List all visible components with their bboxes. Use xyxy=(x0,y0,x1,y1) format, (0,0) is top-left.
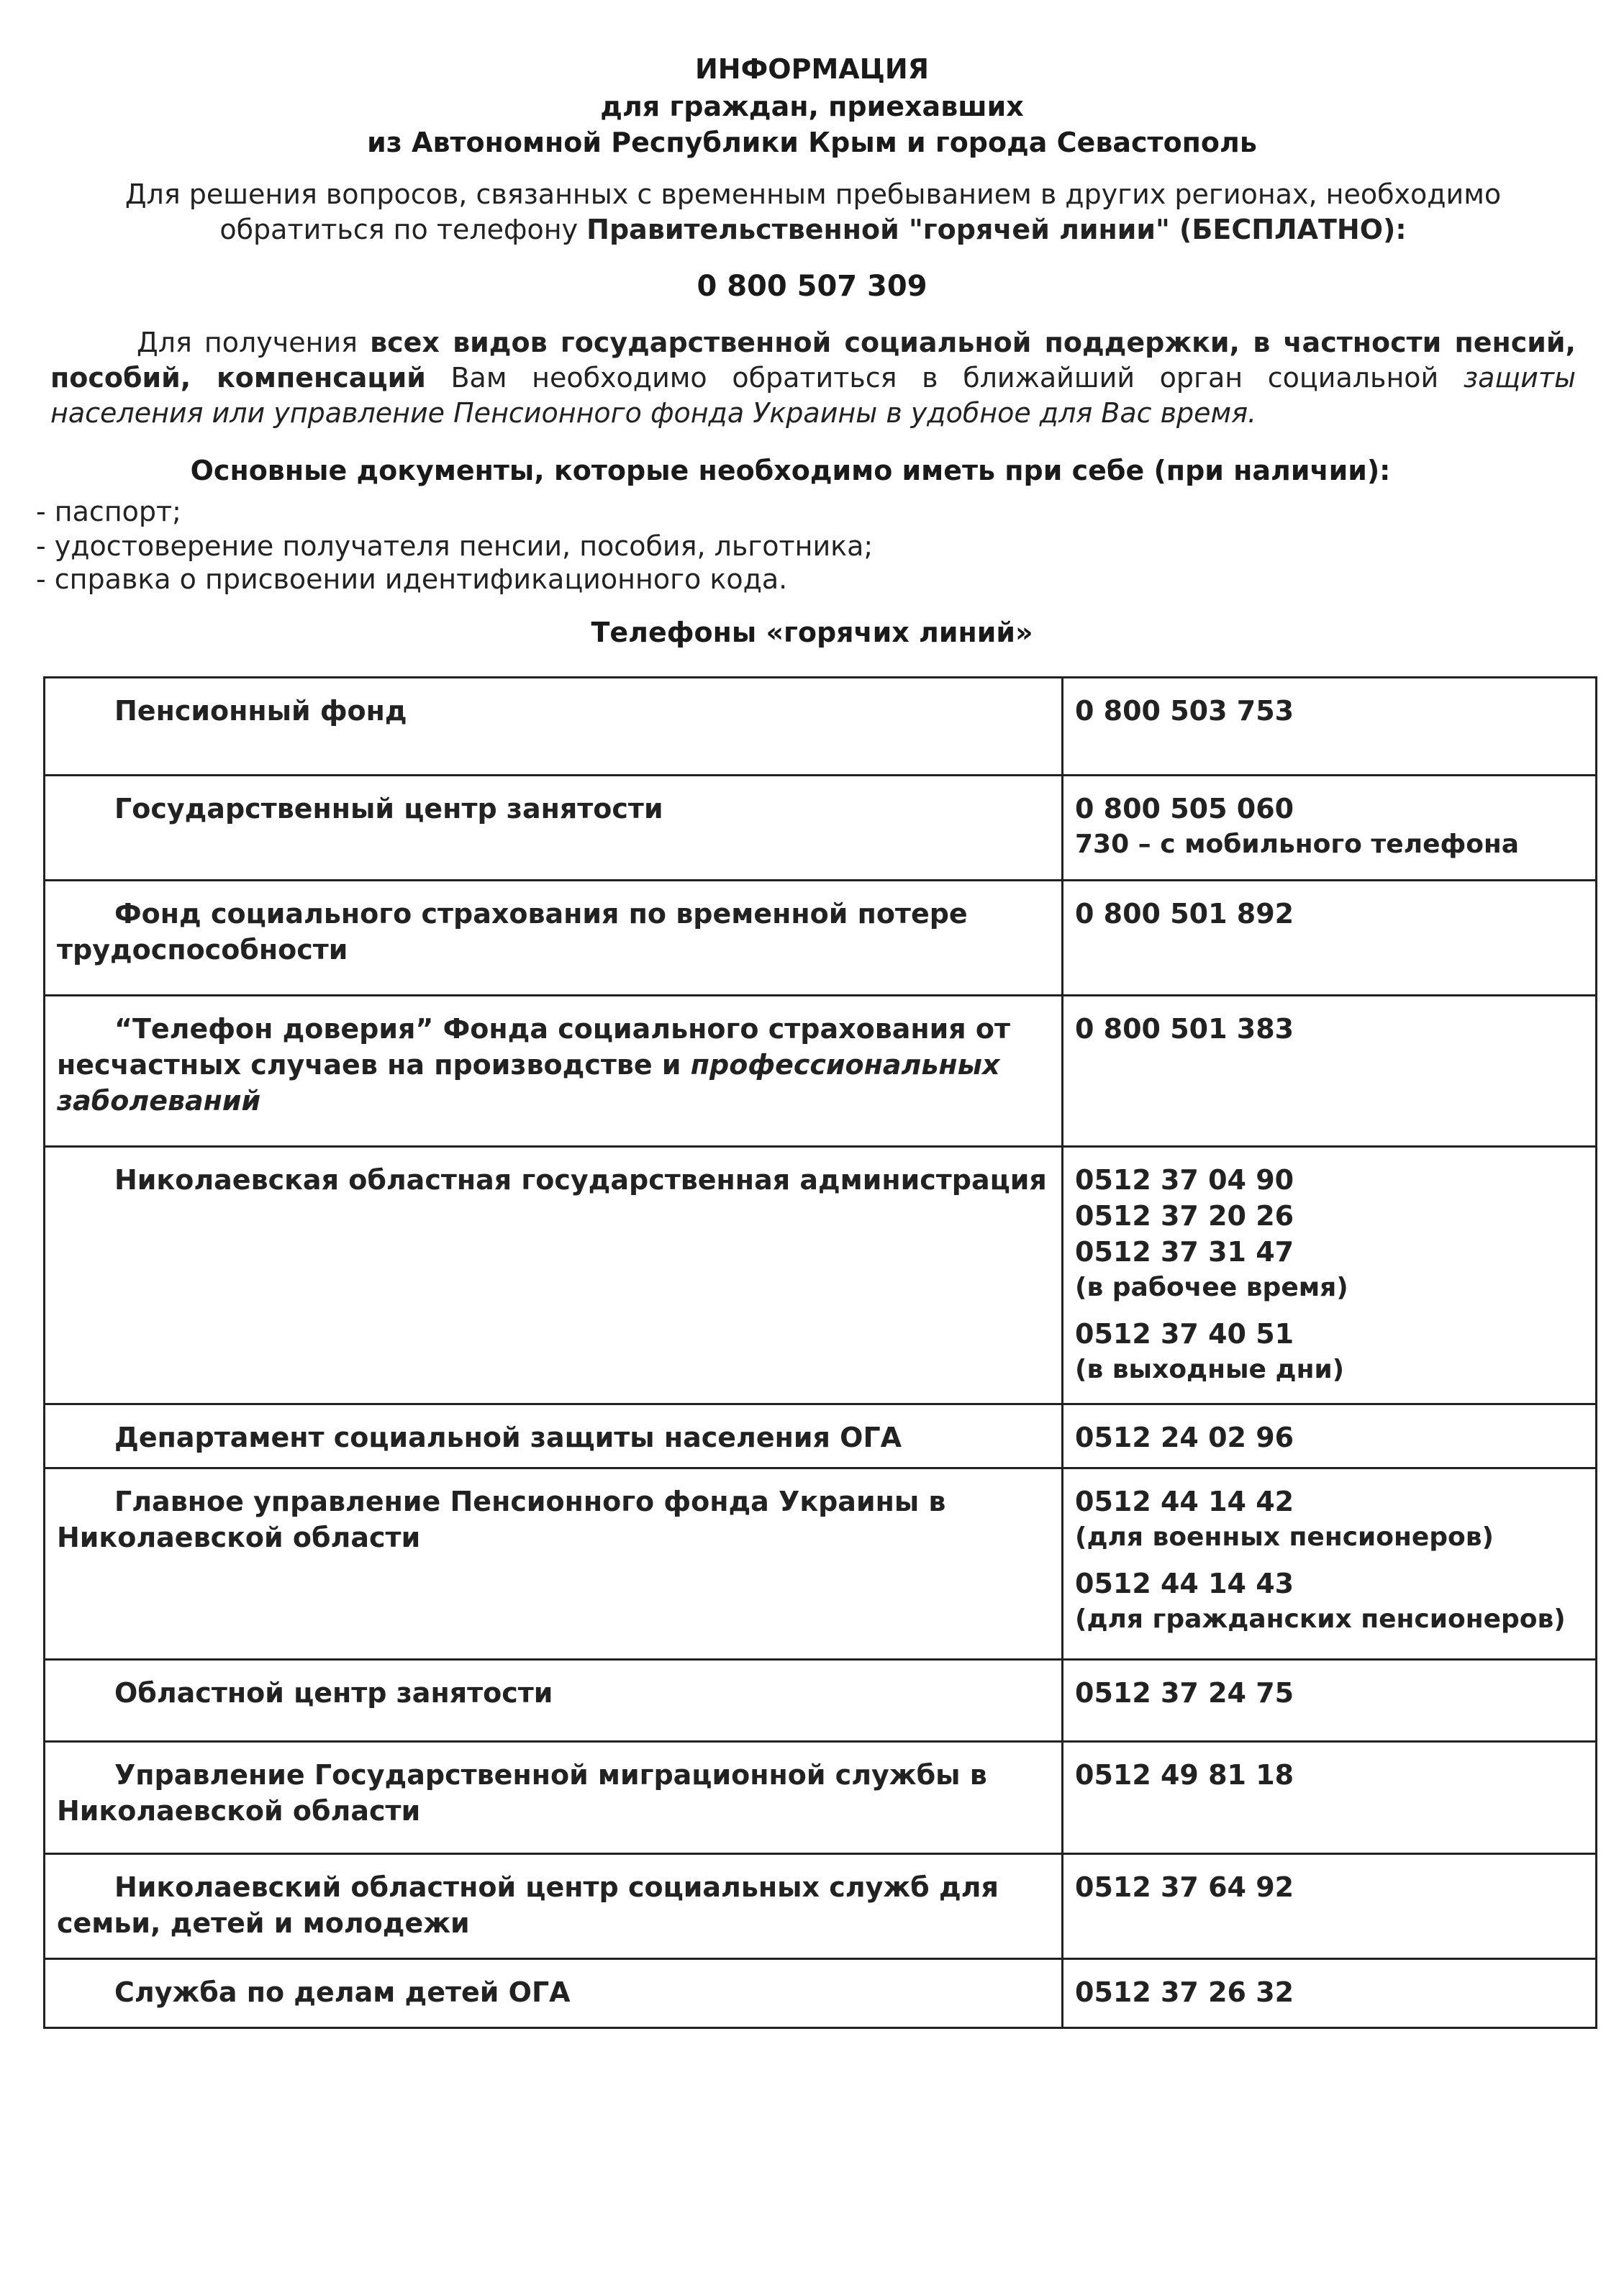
hotlines-title: Телефоны «горячих линий» xyxy=(591,617,1033,648)
phone-number: 0512 44 14 43 xyxy=(1075,1568,1294,1599)
support-lead: Для получения xyxy=(137,327,371,358)
phone-note: (для военных пенсионеров) xyxy=(1075,1522,1494,1552)
support-normal: Вам необходимо обратиться в ближайший орган социальной xyxy=(425,362,1464,394)
intro-text: Для решения вопросов, связанных с временным пребыванием в других регионах, необходимо обратиться по телефону xyxy=(124,178,1502,245)
org-cell: Фонд социального страхования по временной потере трудоспособности xyxy=(45,881,1063,996)
phone-number: 0512 37 31 47 xyxy=(1075,1236,1294,1268)
table-row xyxy=(45,1404,1597,1468)
phone-cell xyxy=(1063,1404,1597,1468)
phone-cell xyxy=(1063,678,1597,776)
table-row xyxy=(45,1660,1597,1742)
org-cell: Служба по делам детей ОГА xyxy=(45,1959,1063,2028)
phone-number: 0 800 503 753 xyxy=(1075,695,1294,727)
org-cell: Николаевская областная государственная администрация xyxy=(45,1147,1063,1404)
phone-number: 0512 37 26 32 xyxy=(1075,1976,1294,2008)
org-cell: Николаевский областной центр социальных служб для семьи, детей и молодежи xyxy=(45,1854,1063,1959)
support-paragraph xyxy=(50,325,1576,431)
table-row xyxy=(45,776,1597,881)
table-row xyxy=(45,1959,1597,2028)
intro-paragraph xyxy=(50,177,1576,247)
phone-number: 0512 49 81 18 xyxy=(1075,1759,1294,1791)
phone-note: (в выходные дни) xyxy=(1075,1355,1345,1384)
phone-cell xyxy=(1063,1742,1597,1854)
support-bold: всех видов государственной социальной поддержки, в частности пенсий, пособий, компенсаций xyxy=(50,327,1576,394)
document-item-tax-id: - справка о присвоении идентификационного кода. xyxy=(36,563,788,595)
document-item-certificate: - удостоверение получателя пенсии, пособия, льготника; xyxy=(36,530,874,562)
phone-number: 0512 37 64 92 xyxy=(1075,1871,1294,1903)
hotlines-table xyxy=(43,676,1597,2029)
org-cell: Областной центр занятости xyxy=(45,1660,1063,1742)
phone-number: 0512 37 04 90 xyxy=(1075,1164,1294,1196)
table-row xyxy=(45,1468,1597,1660)
org-cell: Управление Государственной миграционной службы в Николаевской области xyxy=(45,1742,1063,1854)
table-row xyxy=(45,1854,1597,1959)
phone-cell xyxy=(1063,996,1597,1147)
doc-subtitle-1: для граждан, приехавших xyxy=(600,91,1024,122)
phone-number: 0512 37 20 26 xyxy=(1075,1200,1294,1232)
table-row xyxy=(45,881,1597,996)
phone-cell xyxy=(1063,1959,1597,2028)
phone-number: 0512 44 14 42 xyxy=(1075,1486,1294,1517)
phone-cell xyxy=(1063,881,1597,996)
phone-cell xyxy=(1063,1147,1597,1404)
support-italic: защиты населения или управление Пенсионного фонда Украины в удобное для Вас время. xyxy=(50,362,1576,429)
doc-subtitle-2: из Автономной Республики Крым и города Севастополь xyxy=(367,127,1257,158)
phone-note: (в рабочее время) xyxy=(1075,1273,1348,1302)
phone-cell xyxy=(1063,1660,1597,1742)
table-row xyxy=(45,1742,1597,1854)
phone-cell xyxy=(1063,1854,1597,1959)
phone-number: 0512 24 02 96 xyxy=(1075,1422,1294,1453)
documents-title: Основные документы, которые необходимо иметь при себе (при наличии): xyxy=(190,455,1391,486)
phone-number: 0 800 505 060 xyxy=(1075,793,1294,825)
table-row xyxy=(45,1147,1597,1404)
doc-title: ИНФОРМАЦИЯ xyxy=(695,53,929,85)
phone-number: 0512 37 40 51 xyxy=(1075,1318,1294,1350)
phone-note: (для гражданских пенсионеров) xyxy=(1075,1604,1566,1634)
government-hotline-number: 0 800 507 309 xyxy=(697,270,927,303)
phone-cell xyxy=(1063,776,1597,881)
table-row xyxy=(45,996,1597,1147)
phone-number: 0512 37 24 75 xyxy=(1075,1677,1294,1709)
intro-hotline-label: Правительственной "горячей линии" (БЕСПЛАТНО): xyxy=(586,214,1407,245)
org-cell: Департамент социальной защиты населения ОГА xyxy=(45,1404,1063,1468)
org-cell: Государственный центр занятости xyxy=(45,776,1063,881)
table-row xyxy=(45,678,1597,776)
phone-cell xyxy=(1063,1468,1597,1660)
org-cell: “Телефон доверия” Фонда социального страхования от несчастных случаев на производстве и профессиональных заболеваний xyxy=(45,996,1063,1147)
phone-note: 730 – с мобильного телефона xyxy=(1075,830,1520,859)
org-cell: Главное управление Пенсионного фонда Украины в Николаевской области xyxy=(45,1468,1063,1660)
document-item-passport: - паспорт; xyxy=(36,496,181,527)
org-cell: Пенсионный фонд xyxy=(45,678,1063,776)
phone-number: 0 800 501 383 xyxy=(1075,1013,1294,1045)
phone-number: 0 800 501 892 xyxy=(1075,898,1294,930)
